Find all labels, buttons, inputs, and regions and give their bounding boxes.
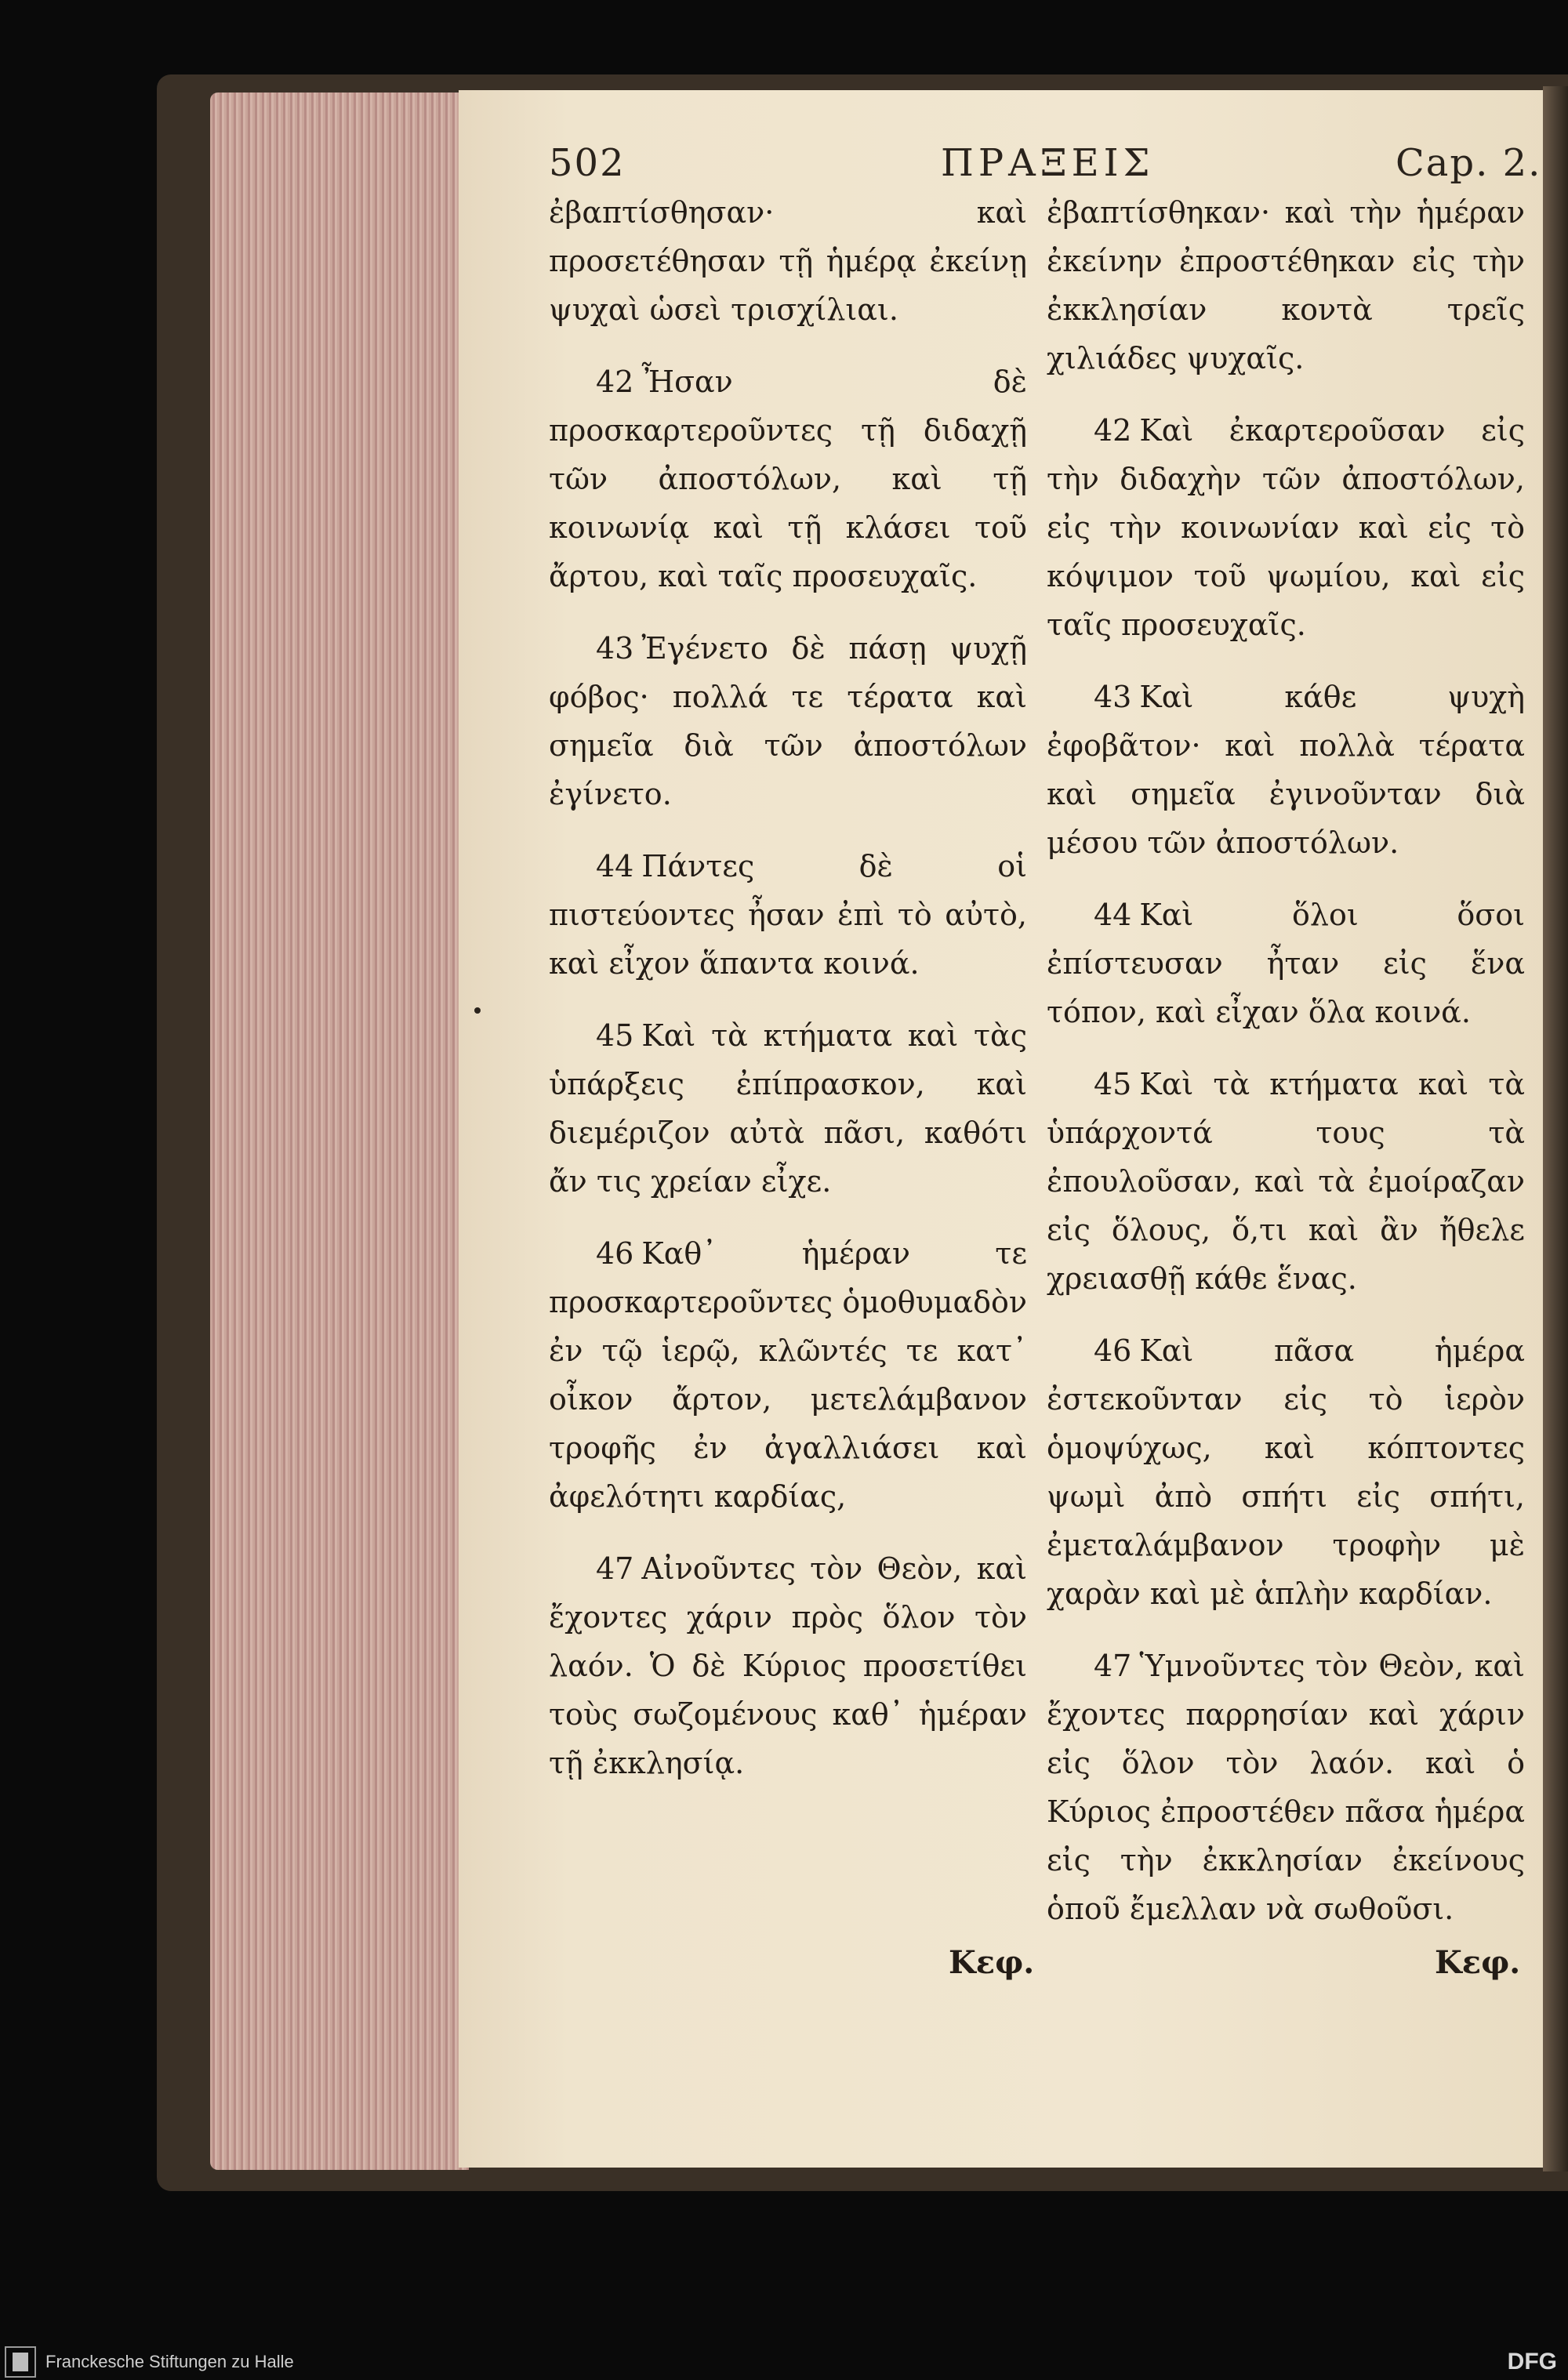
verse-text: Πάντες δὲ οἱ πιστεύοντες ἦσαν ἐπὶ τὸ αὐτὸ, καὶ εἶχον ἅπαντα κοινά. <box>549 849 1027 981</box>
verse-text: Καὶ κάθε ψυχὴ ἐφοβᾶτον· καὶ πολλὰ τέρατα καὶ σημεῖα ἐγινοῦνταν διὰ μέσου τῶν ἀποστόλων. <box>1047 680 1525 860</box>
verse-text: ἐβαπτίσθηκαν· καὶ τὴν ἡμέραν ἐκείνην ἐπροστέθηκαν εἰς τὴν ἐκκλησίαν κοντὰ τρεῖς χιλιάδες ψυχαῖς. <box>1047 195 1525 376</box>
margin-mark <box>474 1007 481 1014</box>
verse-number: 43 <box>596 631 634 666</box>
verse-number: 46 <box>596 1236 634 1271</box>
verse-number: 46 <box>1094 1333 1132 1368</box>
verse-number: 47 <box>596 1551 634 1586</box>
verse-block <box>1047 188 1525 383</box>
catchword-left: Κεφ. <box>949 1944 1035 1981</box>
verse-number: 47 <box>1094 1649 1132 1683</box>
verse-text: Καὶ τὰ κτήματα καὶ τὰς ὑπάρξεις ἐπίπρασκον, καὶ διεμέριζον αὐτὰ πᾶσι, καθότι ἄν τις χρείαν εἶχε. <box>549 1018 1027 1199</box>
verse-text: Καὶ πᾶσα ἡμέρα ἐστεκοῦνταν εἰς τὸ ἱερὸν ὁμοψύχως, καὶ κόπτοντες ψωμὶ ἀπὸ σπήτι εἰς σπήτι, ἐμεταλάμβανον τροφὴν μὲ χαρὰν καὶ μὲ ἁπλὴν καρδίαν. <box>1047 1333 1525 1611</box>
right-column-vernacular <box>1047 188 1525 1957</box>
gutter-shadow <box>1543 86 1568 2171</box>
verse-block <box>1047 1326 1525 1618</box>
verse-block <box>1047 406 1525 649</box>
verse-text: ἐβαπτίσθησαν· καὶ προσετέθησαν τῇ ἡμέρᾳ ἐκείνῃ ψυχαὶ ὡσεὶ τρισχίλιαι. <box>549 195 1027 327</box>
verse-number: 44 <box>1094 898 1132 932</box>
verse-block <box>1047 1642 1525 1933</box>
verse-number: 42 <box>1094 413 1132 448</box>
verse-text: Καὶ τὰ κτήματα καὶ τὰ ὑπάρχοντά τους τὰ ἐπουλοῦσαν, καὶ τὰ ἐμοίραζαν εἰς ὅλους, ὅ,τι καὶ ἂν ἤθελε χρειασθῇ κάθε ἕνας. <box>1047 1067 1525 1296</box>
verse-block <box>1047 673 1525 867</box>
verse-block <box>549 624 1027 818</box>
verse-number: 42 <box>596 365 634 399</box>
verse-number: 43 <box>1094 680 1132 714</box>
verse-number: 45 <box>596 1018 634 1053</box>
left-column-greek <box>549 188 1027 1811</box>
verse-block <box>549 357 1027 600</box>
verse-text: Ἦσαν δὲ προσκαρτεροῦντες τῇ διδαχῇ τῶν ἀποστόλων, καὶ τῇ κοινωνίᾳ καὶ τῇ κλάσει τοῦ ἄρτου, καὶ ταῖς προσευχαῖς. <box>549 365 1027 593</box>
page-edges <box>210 93 469 2170</box>
verse-text: Αἰνοῦντες τὸν Θεὸν, καὶ ἔχοντες χάριν πρὸς ὅλον τὸν λαόν. Ὁ δὲ Κύριος προσετίθει τοὺς σωζομένους καθ᾽ ἡμέραν τῇ ἐκκλησίᾳ. <box>549 1551 1027 1780</box>
verse-block <box>549 1229 1027 1521</box>
institution-name: Franckesche Stiftungen zu Halle <box>45 2352 294 2371</box>
verse-text: Καὶ ὅλοι ὅσοι ἐπίστευσαν ἦταν εἰς ἕνα τόπον, καὶ εἶχαν ὅλα κοινά. <box>1047 898 1525 1029</box>
footer-bar <box>0 2344 1568 2380</box>
verse-block <box>549 1544 1027 1787</box>
verse-text: Καὶ ἐκαρτεροῦσαν εἰς τὴν διδαχὴν τῶν ἀποστόλων, εἰς τὴν κοινωνίαν καὶ εἰς τὸ κόψιμον τοῦ ψωμίου, καὶ εἰς ταῖς προσευχαῖς. <box>1047 413 1525 642</box>
page-number: 502 <box>549 141 626 185</box>
verse-text: Ἐγένετο δὲ πάσῃ ψυχῇ φόβος· πολλά τε τέρατα καὶ σημεῖα διὰ τῶν ἀποστόλων ἐγίνετο. <box>549 631 1027 811</box>
catchword-right: Κεφ. <box>1435 1944 1521 1981</box>
verse-text: Ὑμνοῦντες τὸν Θεὸν, καὶ ἔχοντες παρρησίαν καὶ χάριν εἰς ὅλον τὸν λαόν. καὶ ὁ Κύριος ἐπροστέθεν πᾶσα ἡμέρα εἰς τὴν ἐκκλησίαν ἐκείνους ὁποῦ ἔμελλαν νὰ σωθοῦσι. <box>1047 1649 1525 1926</box>
running-title: ΠΡΑΞΕΙΣ <box>941 141 1155 185</box>
verse-number: 45 <box>1094 1067 1132 1101</box>
funder-logo: DFG <box>1507 2349 1557 2375</box>
verse-block <box>549 842 1027 988</box>
chapter-label: Cap. 2. <box>1396 141 1542 185</box>
verse-number: 44 <box>596 849 634 883</box>
verse-block <box>549 1011 1027 1206</box>
verse-block <box>1047 1060 1525 1303</box>
institution-logo-icon <box>5 2346 36 2378</box>
verse-block <box>1047 891 1525 1036</box>
verse-block <box>549 188 1027 334</box>
verse-text: Καθ᾽ ἡμέραν τε προσκαρτεροῦντες ὁμοθυμαδὸν ἐν τῷ ἱερῷ, κλῶντές τε κατ᾽ οἶκον ἄρτον, μετελάμβανον τροφῆς ἐν ἀγαλλιάσει καὶ ἀφελότητι καρδίας, <box>549 1236 1027 1514</box>
